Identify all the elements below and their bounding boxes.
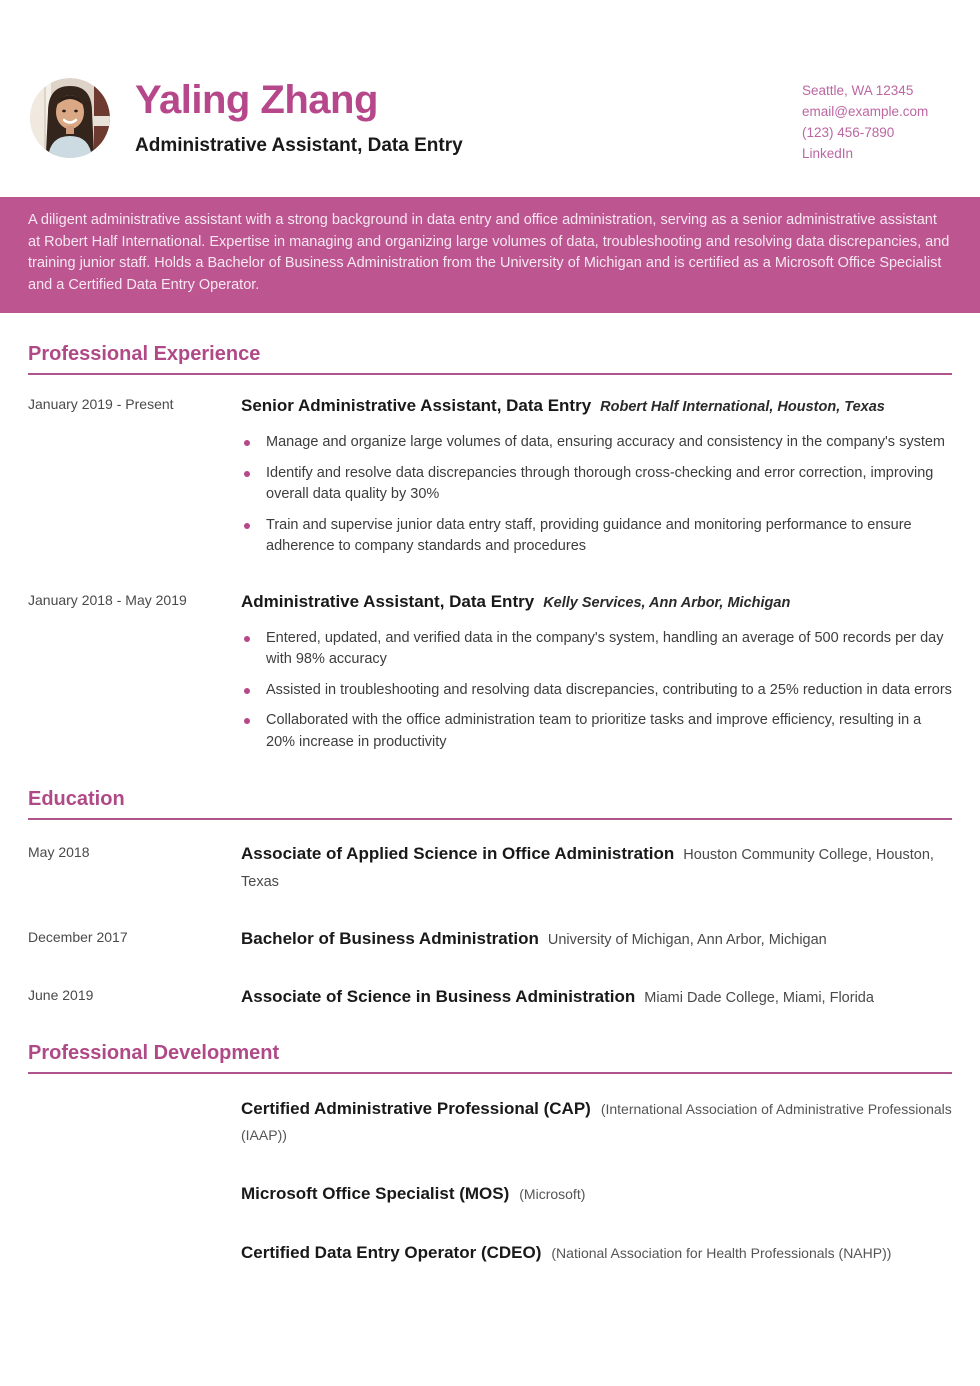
education-title-line — [241, 926, 952, 953]
experience-heading: Professional Experience — [28, 343, 952, 375]
experience-title-line — [241, 393, 952, 420]
experience-title-line — [241, 589, 952, 616]
certification-entry — [28, 1096, 952, 1148]
certification-org: (International Association of Administrative Professionals (IAAP)) — [241, 1101, 952, 1143]
certification-dates-empty — [28, 1240, 241, 1266]
resume-body — [0, 343, 980, 1266]
section-experience — [28, 343, 952, 762]
certification-entry — [28, 1181, 952, 1207]
experience-bullet: Identify and resolve data discrepancies through thorough cross-checking and error correction, improving overall data quality by 30% — [241, 463, 952, 506]
section-development — [28, 1042, 952, 1266]
experience-job-title: Senior Administrative Assistant, Data Entry — [241, 396, 592, 415]
contact-linkedin-link[interactable]: LinkedIn — [802, 146, 854, 161]
education-dates: May 2018 — [28, 844, 90, 860]
certification-entry — [28, 1240, 952, 1266]
experience-bullets — [241, 432, 952, 558]
candidate-name: Yaling Zhang — [135, 78, 378, 122]
contact-email[interactable]: email@example.com — [802, 104, 929, 119]
experience-dates: January 2018 - May 2019 — [28, 591, 187, 608]
experience-job-title: Administrative Assistant, Data Entry — [241, 591, 535, 611]
education-degree: Associate of Applied Science in Office Administration — [241, 844, 675, 863]
education-title-line — [241, 841, 952, 895]
certification-dates-empty — [28, 1181, 241, 1207]
education-entry — [28, 841, 952, 895]
education-school: Miami Dade College, Miami, Florida — [644, 990, 874, 1006]
experience-dates: January 2019 - Present — [28, 396, 174, 412]
summary-banner — [0, 197, 980, 313]
experience-bullet: Train and supervise junior data entry staff, providing guidance and monitoring performance to ensure adherence to company standards and procedures — [241, 515, 952, 558]
development-heading: Professional Development — [28, 1042, 952, 1074]
header — [0, 0, 980, 164]
certification-title-line — [241, 1240, 952, 1266]
certification-org: (National Association for Health Professionals (NAHP)) — [551, 1245, 892, 1261]
experience-bullet: Collaborated with the office administration team to prioritize tasks and improve efficiency, resulting in a 20% increase in productivity — [241, 710, 952, 753]
experience-bullet: Entered, updated, and verified data in the company's system, handling an average of 500 records per day with 98% accuracy — [241, 628, 952, 671]
education-entry — [28, 926, 952, 953]
name-block — [135, 78, 802, 157]
section-education — [28, 788, 952, 1011]
education-dates: June 2019 — [28, 987, 94, 1003]
education-school: Houston Community College, Houston, Texas — [241, 847, 934, 890]
certification-dates-empty — [28, 1096, 241, 1148]
experience-company: Robert Half International, Houston, Texas — [600, 399, 885, 415]
contact-phone: (123) 456-7890 — [802, 125, 895, 140]
certification-name: Certified Administrative Professional (CAP) — [241, 1099, 591, 1118]
education-school: University of Michigan, Ann Arbor, Michigan — [547, 932, 827, 948]
contact-block — [802, 78, 952, 164]
candidate-job-title: Administrative Assistant, Data Entry — [135, 135, 463, 156]
summary-text: A diligent administrative assistant with a strong background in data entry and office administration, serving as a senior administrative assistant at Robert Half International. Expertise in managing and organizing large volumes of data, troubleshooting and resolving data discrepancies, and training junior staff. Holds a Bachelor of Business Administration from the University of Michigan and is certified as a Microsoft Office Specialist and a Certified Data Entry Operator. — [28, 212, 950, 293]
education-heading: Education — [28, 788, 952, 820]
education-dates: December 2017 — [28, 929, 128, 945]
experience-company: Kelly Services, Ann Arbor, Michigan — [543, 594, 791, 611]
experience-bullet: Assisted in troubleshooting and resolving data discrepancies, contributing to a 25% reduction in data errors — [241, 680, 952, 702]
profile-photo — [30, 78, 110, 158]
certification-title-line — [241, 1181, 952, 1207]
contact-location: Seattle, WA 12345 — [802, 83, 914, 98]
experience-entry — [28, 393, 952, 567]
education-title-line — [241, 984, 952, 1011]
education-degree: Bachelor of Business Administration — [241, 929, 539, 948]
certification-name: Microsoft Office Specialist (MOS) — [241, 1184, 510, 1203]
certification-title-line — [241, 1096, 952, 1148]
experience-bullets — [241, 628, 952, 754]
experience-bullet: Manage and organize large volumes of data, ensuring accuracy and consistency in the company's system — [241, 432, 952, 454]
certification-org: (Microsoft) — [519, 1186, 586, 1202]
profile-photo-image — [30, 78, 110, 158]
experience-entry — [28, 589, 952, 763]
education-entry — [28, 984, 952, 1011]
certification-name: Certified Data Entry Operator (CDEO) — [241, 1243, 542, 1262]
education-degree: Associate of Science in Business Administration — [241, 987, 636, 1006]
